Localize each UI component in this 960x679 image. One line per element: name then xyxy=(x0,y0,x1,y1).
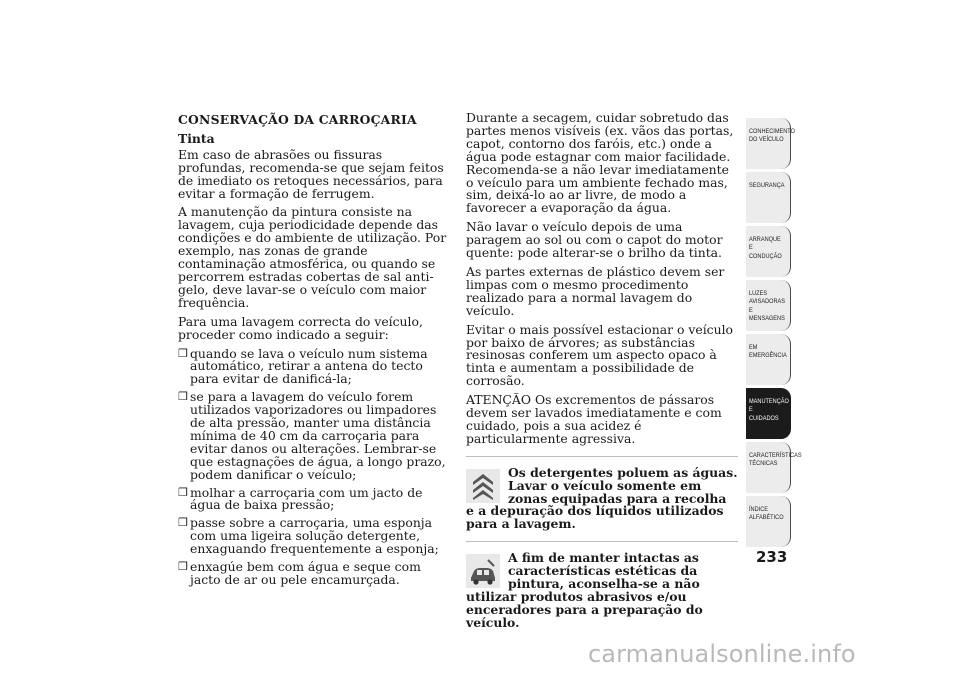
checkbox-bullet-icon: ❒ xyxy=(178,516,188,530)
tab-label: ARRANQUE E CONDUÇÃO xyxy=(749,236,782,260)
tab-seguranca[interactable] xyxy=(746,172,791,223)
tab-arranque-e-conducao[interactable] xyxy=(746,226,791,277)
list-item-text: passe sobre a carroçaria, uma esponja com uma ligeira solução detergente, enxaguando frequentemente a esponja; xyxy=(190,515,439,557)
car-paint-icon xyxy=(466,554,500,588)
left-column xyxy=(178,112,450,592)
tab-caracteristicas-tecnicas[interactable] xyxy=(746,442,802,493)
tab-em-emergencia[interactable] xyxy=(746,334,791,385)
environment-note-text: Os detergentes poluem as águas. Lavar o veículo somente em zonas equipadas para a recolha e a depuração dos líquidos utilizados para a lavagem. xyxy=(466,464,738,532)
watermark: carmanualsonline.info xyxy=(588,640,856,668)
paragraph: A manutenção da pintura consiste na lavagem, cuja periodicidade depende das condições e do ambiente de utilização. Por exemplo, nas zonas de grande contaminação atmosférica, ou quando se percorrem estradas cobertas de sal anti-gelo, deve lavar-se o veículo com maior frequência. xyxy=(178,204,447,310)
attention-paragraph: ATENÇÃO Os excrementos de pássaros devem ser lavados imediatamente e com cuidado, pois a sua acidez é particularmente agressiva. xyxy=(466,392,722,446)
paragraph: Em caso de abrasões ou fissuras profundas, recomenda-se que sejam feitos de imediato os retoques necessários, para evitar a formação de ferrugem. xyxy=(178,146,444,201)
tab-label: CARACTERÍSTICAS TÉCNICAS xyxy=(749,452,802,468)
paragraph: Não lavar o veículo depois de uma paragem ao sol ou com o capot do motor quente: pode alterar-se o brilho da tinta. xyxy=(466,219,723,261)
checkbox-bullet-icon: ❒ xyxy=(178,346,188,360)
checkbox-bullet-icon: ❒ xyxy=(178,485,188,499)
list-item-text: se para a lavagem do veículo forem utilizados vaporizadores ou limpadores de alta pressão, manter uma distância mínima de 40 cm da carroçaria para evitar danos ou alterações. Lembrar-se que estagnações de água, a longo prazo, podem danificar o veículo; xyxy=(190,389,446,482)
list-item xyxy=(178,345,450,387)
tab-luzes-avisadoras[interactable] xyxy=(746,280,791,331)
list-item xyxy=(178,484,450,513)
section-title: CONSERVAÇÃO DA CARROÇARIA xyxy=(178,112,417,127)
page-number: 233 xyxy=(756,548,788,566)
tab-label: EM EMERGÊNCIA xyxy=(749,344,787,360)
list-item-text: quando se lava o veículo num sistema automático, retirar a antena do tecto para evitar de danificá-la; xyxy=(190,345,428,387)
tab-label: SEGURANÇA xyxy=(749,182,785,189)
checkbox-bullet-icon: ❒ xyxy=(178,390,188,404)
tab-label: LUZES AVISADORAS E MENSAGENS xyxy=(749,290,786,322)
paragraph: Evitar o mais possível estacionar o veículo por baixo de árvores; as substâncias resinosas conferem um aspecto opaco à tinta e aumentam a possibilidade de corrosão. xyxy=(466,321,734,389)
paragraph: Para uma lavagem correcta do veículo, proceder como indicado a seguir: xyxy=(178,313,423,342)
checkbox-bullet-icon: ❒ xyxy=(178,560,188,574)
list-item xyxy=(178,517,450,556)
right-column xyxy=(466,112,738,630)
paint-care-note-text: A fim de manter intactas as características estéticas da pintura, aconselha-se a não utilizar produtos abrasivos e/ou enceradores para a preparação do veículo. xyxy=(466,550,703,630)
tab-label: ÍNDICE ALFABÉTICO xyxy=(749,506,784,522)
list-item xyxy=(178,561,450,587)
washing-steps-list xyxy=(178,345,450,587)
paragraph: Durante a secagem, cuidar sobretudo das partes menos visíveis (ex. vãos das portas, capot, contorno dos faróis, etc.) onde a água pode estagnar com maior facilidade. Recomenda-se a não levar imediatamente o veículo para um ambiente fechado mas, sim, deixá-lo ao ar livre, de modo a favorecer a evaporação da água. xyxy=(466,110,734,216)
tab-conhecimento-do-veiculo[interactable] xyxy=(746,118,795,169)
tab-label: CONHECIMENTO DO VEÍCULO xyxy=(749,128,795,144)
list-item-text: enxagúe bem com água e seque com jacto de ar ou pele encamurçada. xyxy=(190,559,421,587)
subsection-title: Tinta xyxy=(178,130,215,146)
environment-note xyxy=(466,456,738,532)
environment-icon xyxy=(466,469,500,503)
list-item-text: molhar a carroçaria com um jacto de água de baixa pressão; xyxy=(190,484,423,513)
tab-indice-alfabetico[interactable] xyxy=(746,496,791,547)
paint-care-note xyxy=(466,541,738,629)
tab-label: MANUTENÇÃO E CUIDADOS xyxy=(749,398,789,422)
paragraph: As partes externas de plástico devem ser limpas com o mesmo procedimento realizado para a normal lavagem do veículo. xyxy=(466,263,725,318)
list-item xyxy=(178,391,450,481)
tab-manutencao-e-cuidados[interactable] xyxy=(746,388,791,439)
